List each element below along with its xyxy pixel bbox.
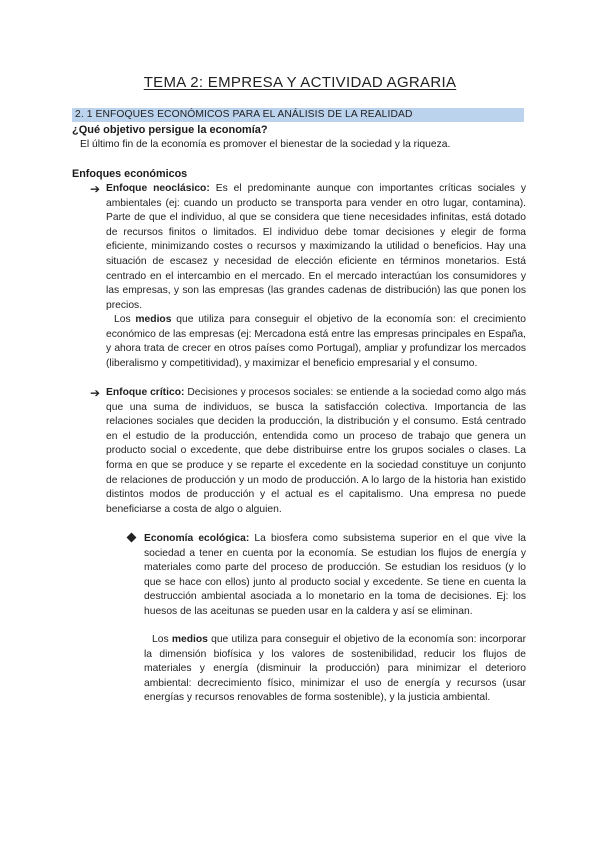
- neoclasico-medios-paragraph: [106, 313, 526, 371]
- neoclasico-medios-word: medios: [135, 314, 172, 325]
- ecologica-paragraph: [144, 532, 526, 620]
- ecologica-text: La biosfera como subsistema superior en el que vive la sociedad a tener en cuenta por la economía. Se estudian los flujos de energía y materiales como parte del proceso de producción. Se estudian los residuos (y lo que se hace con ellos) junto al producto social y excedente. Se tiene en cuenta la destrucción ambiental asociada a lo monetario en la toma de decisiones. Ej: los huesos de las aceitunas se pueden usar en la caldera y así se eliminan.: [144, 533, 527, 617]
- critico-paragraph: [106, 386, 526, 517]
- diamond-bullet-icon: [127, 533, 137, 543]
- answer-text: El último fin de la economía es promover el bienestar de la sociedad y la riqueza.: [80, 139, 451, 150]
- section-heading: 2. 1 ENFOQUES ECONÓMICOS PARA EL ANÁLISIS DE LA REALIDAD: [72, 108, 524, 122]
- ecologica-medios-word: medios: [171, 634, 208, 645]
- neoclasico-medios-text: que utiliza para conseguir el objetivo de la economía son: el crecimiento económico de las empresas (ej: Mercadona está entre las empresas principales en España, y ahora trata de crecer en otros países como Portugal), ampliar y profundizar los mercados (liberalismo y competitividad), y maximizar el beneficio empresarial y el consumo.: [106, 314, 526, 369]
- neoclasico-medios-pre: Los: [114, 314, 136, 325]
- neoclasico-label: Enfoque neoclásico:: [106, 183, 210, 194]
- ecologica-medios-pre: Los: [152, 634, 172, 645]
- neoclasico-paragraph: [106, 182, 526, 313]
- enfoques-heading: Enfoques económicos: [72, 168, 188, 180]
- arrow-bullet-icon: ➔: [90, 182, 101, 196]
- ecologica-label: Economía ecológica:: [144, 533, 250, 544]
- critico-text: Decisiones y procesos sociales: se entiende a la sociedad como algo más que una suma de individuos, se busca la satisfacción colectiva. Importancia de las relaciones sociales que deciden la producción, la distribución y el consumo. Está centrado en el estudio de la producción, entendida como un proceso de trabajo que genera un producto social o excedente, que debe distribuirse entre los grupos sociales o clases. La forma en que se produce y se reparte el excedente en la sociedad constituye un conjunto de relaciones de producción y un modo de producción. A lo largo de la historia han existido distintos modos de producción y el actual es el capitalismo. Una empresa no puede beneficiarse a costa de algo o alguien.: [106, 387, 527, 515]
- page-title: TEMA 2: EMPRESA Y ACTIVIDAD AGRARIA: [143, 74, 457, 91]
- ecologica-medios-paragraph: [144, 633, 526, 706]
- question-heading: ¿Qué objetivo persigue la economía?: [72, 124, 268, 136]
- critico-label: Enfoque crítico:: [106, 387, 185, 398]
- ecologica-medios-text: que utiliza para conseguir el objetivo de la economía son: incorporar la dimensión biofísica y los valores de sostenibilidad, reducir los flujos de materiales y energía (disminuir la producción) para minimizar el deterioro ambiental: decrecimiento físico, minimizar el uso de energía y recursos (usar energías y recursos renovables de forma sostenible), y la justicia ambiental.: [144, 634, 526, 704]
- neoclasico-text: Es el predominante aunque con importantes críticas sociales y ambientales (ej: cuando un producto se transporta para vender en otro lugar, contamina). Parte de que el individuo, al que se considera que tiene necesidades infinitas, está dotado de recursos finitos o limitados. El individuo debe tomar decisiones y elegir de forma eficiente, minimizando costes o recursos y maximizando la utilidad o beneficios. Hay una situación de escasez y necesidad de elección eficiente en términos monetarios. Está centrado en el intercambio en el mercado. En el mercado interactúan los consumidores y las empresas, y son las empresas (las grandes cadenas de distribución) las que ponen los precios.: [106, 183, 526, 311]
- arrow-bullet-icon: ➔: [90, 386, 101, 400]
